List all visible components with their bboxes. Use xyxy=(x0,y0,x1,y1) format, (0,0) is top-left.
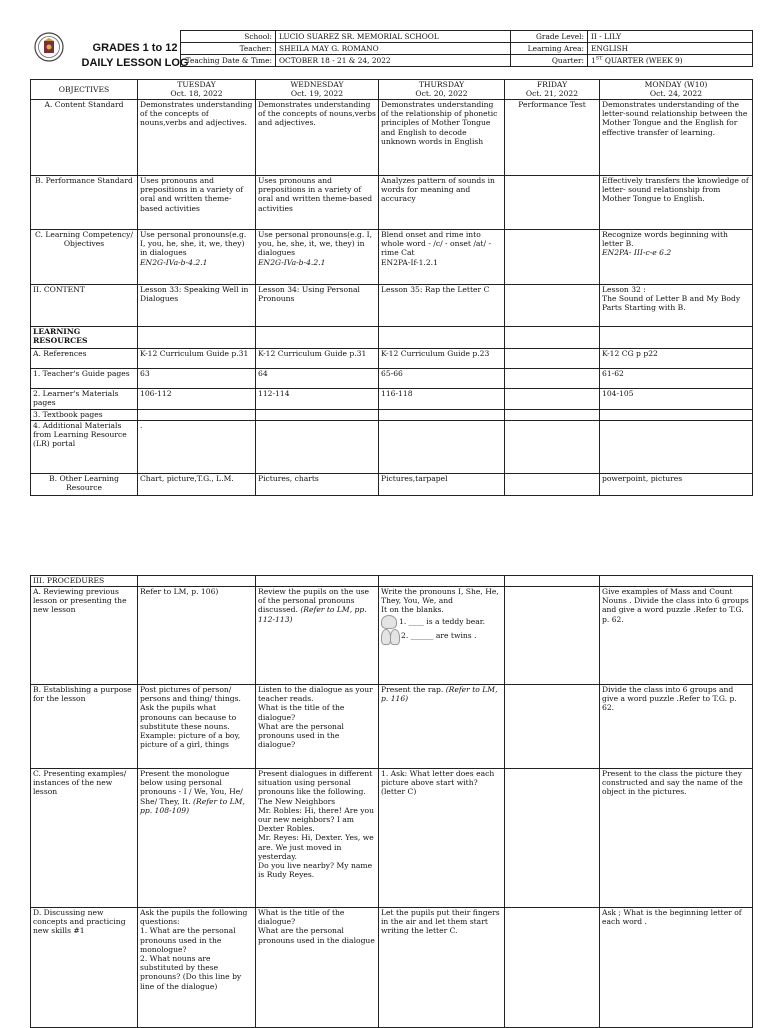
table-row xyxy=(31,474,753,496)
grade-label: Grade Level: xyxy=(511,31,588,43)
table-cell: Present to the class the picture they constructed and say the name of the object in the pictures. xyxy=(600,769,753,908)
day-date: Oct. 21, 2022 xyxy=(525,89,579,99)
table-row xyxy=(31,685,753,769)
cell-text: Present dialogues in different situation using personal pronouns like the following. xyxy=(258,769,373,797)
table-cell xyxy=(379,587,505,685)
dialogue-line: Do you live nearby? My name is Rudy Reyes. xyxy=(258,861,373,880)
table-cell: . xyxy=(138,421,256,474)
cell-text: Present the rap. xyxy=(381,685,444,694)
row-label: C. Presenting examples/ instances of the new lesson xyxy=(31,769,138,908)
table-cell xyxy=(505,576,600,587)
day-header-tuesday xyxy=(138,80,256,100)
table-cell xyxy=(138,410,256,421)
table-cell xyxy=(138,327,256,349)
table-cell: 112-114 xyxy=(256,389,379,410)
table-cell xyxy=(600,327,753,349)
table-cell xyxy=(379,327,505,349)
table-cell: 63 xyxy=(138,369,256,389)
table-cell xyxy=(138,230,256,285)
table-cell: Demonstrates understanding of the concepts of nouns,verbs and adjectives. xyxy=(138,100,256,176)
table-cell xyxy=(256,410,379,421)
exercise-item: 1. ____ is a teddy bear. xyxy=(381,615,502,629)
day-header-friday xyxy=(505,80,600,100)
row-label: B. Establishing a purpose for the lesson xyxy=(31,685,138,769)
table-cell xyxy=(505,285,600,327)
table-cell: Lesson 35: Rap the Letter C xyxy=(379,285,505,327)
table-row xyxy=(31,285,753,327)
table-cell xyxy=(256,908,379,1028)
table-cell xyxy=(505,230,600,285)
day-name: MONDAY (W10) xyxy=(644,80,708,89)
table-cell xyxy=(505,587,600,685)
table-cell xyxy=(256,230,379,285)
table-cell xyxy=(600,421,753,474)
table-cell: Ask ; What is the beginning letter of each word . xyxy=(600,908,753,1028)
table-cell xyxy=(505,769,600,908)
cell-text: Recognize words beginning with letter B. xyxy=(602,230,728,249)
teacher-label: Teacher: xyxy=(181,43,276,55)
cell-text: Lesson 32 : xyxy=(602,285,646,294)
cell-text: What are the personal pronouns used in the dialogue xyxy=(258,926,375,945)
cell-text: Ask the pupils the following questions: xyxy=(140,908,248,927)
table-cell xyxy=(138,576,256,587)
day-date: Oct. 18, 2022 xyxy=(170,89,223,99)
table-row xyxy=(31,908,753,1028)
day-name: FRIDAY xyxy=(536,80,568,89)
school-value: LUCIO SUAREZ SR. MEMORIAL SCHOOL xyxy=(276,31,511,43)
row-label: II. CONTENT xyxy=(31,285,138,327)
table-cell xyxy=(256,685,379,769)
table-row xyxy=(31,421,753,474)
dates-value: OCTOBER 18 - 21 & 24, 2022 xyxy=(276,55,511,67)
row-label: A. Content Standard xyxy=(31,100,138,176)
quarter-suffix: ST xyxy=(595,55,603,62)
cell-text: Present the monologue below using personal pronouns - I / We, You, He/ She/ They, It. xyxy=(140,769,243,806)
table-cell xyxy=(256,327,379,349)
cell-reference: (Refer to LM, pp. 108-109) xyxy=(140,796,245,815)
table-cell: Demonstrates understanding of the letter-sound relationship between the Mother Tongue and the English for effective transfer of learning. xyxy=(600,100,753,176)
table-row xyxy=(31,349,753,369)
day-name: THURSDAY xyxy=(418,80,465,89)
objectives-header: OBJECTIVES xyxy=(31,80,138,100)
table-cell xyxy=(505,421,600,474)
area-value: ENGLISH xyxy=(588,43,753,55)
objectives-table xyxy=(30,79,753,496)
day-date: Oct. 19, 2022 xyxy=(290,89,344,99)
competency-code: EN2G-IVa-b-4.2.1 xyxy=(258,257,326,267)
cell-text: 2. What nouns are substituted by these pronouns? (Do this line by line of the dialogue) xyxy=(140,954,242,991)
deped-seal-icon xyxy=(34,32,64,62)
table-cell xyxy=(600,230,753,285)
table-cell xyxy=(505,389,600,410)
dialogue-line: Mr. Reyes: Hi, Dexter. Yes, we are. We just moved in yesterday. xyxy=(258,833,374,861)
table-row xyxy=(31,369,753,389)
table-cell: Refer to LM, p. 106) xyxy=(138,587,256,685)
table-cell xyxy=(505,474,600,496)
cell-text: Use personal pronouns(e.g. I, you, he, she, it, we, they) in dialogues xyxy=(140,230,247,258)
table-cell xyxy=(600,410,753,421)
cell-text: The Sound of Letter B and My Body Parts Starting with B. xyxy=(602,294,741,313)
table-cell xyxy=(600,285,753,327)
cell-reference: (Refer to LM, pp. 112-113) xyxy=(258,605,367,624)
table-cell: Let the pupils put their fingers in the air and let them start writing the letter C. xyxy=(379,908,505,1028)
table-cell: K-12 CG p p22 xyxy=(600,349,753,369)
table-row xyxy=(31,576,753,587)
table-cell: powerpoint, pictures xyxy=(600,474,753,496)
table-cell: Post pictures of person/ persons and thing/ things. Ask the pupils what pronouns can because to substitute these nouns. Example: picture of a boy, picture of a girl, things xyxy=(138,685,256,769)
table-cell xyxy=(256,421,379,474)
table-cell xyxy=(138,769,256,908)
table-cell: Performance Test xyxy=(505,100,600,176)
row-label: B. Performance Standard xyxy=(31,176,138,230)
table-cell: K-12 Curriculum Guide p.23 xyxy=(379,349,505,369)
dates-label: Teaching Date & Time: xyxy=(181,55,276,67)
table-cell: Pictures, charts xyxy=(256,474,379,496)
quarter-label: Quarter: xyxy=(511,55,588,67)
table-cell xyxy=(256,769,379,908)
row-label: LEARNING RESOURCES xyxy=(31,327,138,349)
table-cell xyxy=(505,908,600,1028)
day-date: Oct. 24, 2022 xyxy=(649,89,703,99)
table-cell xyxy=(379,410,505,421)
quarter-number: 1 xyxy=(591,56,596,65)
table-cell: Lesson 34: Using Personal Pronouns xyxy=(256,285,379,327)
table-cell xyxy=(505,349,600,369)
table-row xyxy=(31,230,753,285)
day-header-wednesday xyxy=(256,80,379,100)
table-cell: 106-112 xyxy=(138,389,256,410)
table-cell xyxy=(379,230,505,285)
row-label: 3. Textbook pages xyxy=(31,410,138,421)
table-cell xyxy=(256,587,379,685)
header-info-table xyxy=(180,30,753,67)
cell-text: 1. What are the personal pronouns used in the monologue? xyxy=(140,926,236,954)
day-header-thursday xyxy=(379,80,505,100)
table-cell: 61-62 xyxy=(600,369,753,389)
table-row xyxy=(31,100,753,176)
table-cell: Pictures,tarpapel xyxy=(379,474,505,496)
cell-text: Listen to the dialogue as your teacher reads. xyxy=(258,685,373,704)
table-cell xyxy=(379,421,505,474)
row-label: 2. Learner's Materials pages xyxy=(31,389,138,410)
row-label: A. Reviewing previous lesson or presenting the new lesson xyxy=(31,587,138,685)
table-cell: Lesson 33: Speaking Well in Dialogues xyxy=(138,285,256,327)
dialogue-title: The New Neighbors xyxy=(258,796,336,806)
cell-text: Use personal pronouns(e.g. I, you, he, she, it, we, they) in dialogues xyxy=(258,230,373,258)
day-header-monday xyxy=(600,80,753,100)
row-label: C. Learning Competency/ Objectives xyxy=(31,230,138,285)
table-row xyxy=(31,327,753,349)
table-cell xyxy=(505,685,600,769)
cell-reference: (Refer to LM, p. 116) xyxy=(381,685,498,704)
table-cell: Demonstrates understanding of the relationship of phonetic principles of Mother Tongue and English to decode unknown words in English xyxy=(379,100,505,176)
teddy-bear-icon xyxy=(381,615,397,629)
row-label: 4. Additional Materials from Learning Resource (LR) portal xyxy=(31,421,138,474)
day-date: Oct. 20, 2022 xyxy=(415,89,468,99)
table-cell xyxy=(256,576,379,587)
table-cell: Chart, picture,T.G., L.M. xyxy=(138,474,256,496)
exercise-item: 2. ______ are twins . xyxy=(381,629,502,643)
area-label: Learning Area: xyxy=(511,43,588,55)
table-cell xyxy=(600,576,753,587)
procedures-table xyxy=(30,575,753,1028)
table-row xyxy=(31,389,753,410)
quarter-value xyxy=(588,55,753,67)
table-cell: K-12 Curriculum Guide p.31 xyxy=(138,349,256,369)
title-line-1: GRADES 1 to 12 xyxy=(92,42,178,54)
table-cell xyxy=(505,410,600,421)
table-row xyxy=(31,176,753,230)
cell-text: What is the title of the dialogue? xyxy=(258,908,345,927)
table-cell: 65-66 xyxy=(379,369,505,389)
table-cell: 104-105 xyxy=(600,389,753,410)
table-cell xyxy=(379,685,505,769)
row-label: A. References xyxy=(31,349,138,369)
day-name: TUESDAY xyxy=(177,80,216,89)
cell-text: What are the personal pronouns used in the dialogue? xyxy=(258,721,344,750)
table-cell: Uses pronouns and prepositions in a variety of oral and written theme-based activities xyxy=(256,176,379,230)
twins-icon xyxy=(381,629,399,643)
quarter-text: QUARTER (WEEK 9) xyxy=(602,56,683,65)
competency-code: EN2PA- III-c-e 6.2 xyxy=(602,248,672,258)
table-cell: 1. Ask: What letter does each picture above start with? (letter C) xyxy=(379,769,505,908)
dialogue-line: Mr. Robles: Hi, there! Are you our new neighbors? I am Dexter Robles. xyxy=(258,805,375,834)
table-row xyxy=(31,587,753,685)
table-cell: 64 xyxy=(256,369,379,389)
cell-text: Blend onset and rime into whole word - /c/ - onset /at/ - rime Cat xyxy=(381,230,492,258)
table-cell: Analyzes pattern of sounds in words for meaning and accuracy xyxy=(379,176,505,230)
table-row xyxy=(31,410,753,421)
competency-code: EN2PA-If-1.2.1 xyxy=(381,257,438,267)
table-cell: Demonstrates understanding of the concepts of nouns,verbs and adjectives. xyxy=(256,100,379,176)
row-label: B. Other Learning Resource xyxy=(31,474,138,496)
title-line-2: DAILY LESSON LOG xyxy=(81,57,189,69)
table-cell: Give examples of Mass and Count Nouns . Divide the class into 6 groups and give a word puzzle .Refer to T.G. p. 62. xyxy=(600,587,753,685)
procedures-header: III. PROCEDURES xyxy=(31,576,138,587)
table-cell xyxy=(505,327,600,349)
row-label: D. Discussing new concepts and practicing new skills #1 xyxy=(31,908,138,1028)
table-cell: 116-118 xyxy=(379,389,505,410)
grade-value: II - LILY xyxy=(588,31,753,43)
table-cell xyxy=(138,908,256,1028)
table-cell: Divide the class into 6 groups and give a word puzzle .Refer to T.G. p. 62. xyxy=(600,685,753,769)
table-row xyxy=(31,769,753,908)
competency-code: EN2G-IVa-b-4.2.1 xyxy=(140,257,208,267)
table-cell: Effectively transfers the knowledge of letter- sound relationship from Mother Tongue to English. xyxy=(600,176,753,230)
table-cell xyxy=(379,576,505,587)
cell-text: It on the blanks. xyxy=(381,605,444,615)
school-label: School: xyxy=(181,31,276,43)
row-label: 1. Teacher's Guide pages xyxy=(31,369,138,389)
table-cell: K-12 Curriculum Guide p.31 xyxy=(256,349,379,369)
cell-text: Write the pronouns I, She, He, They, You, We, and xyxy=(381,587,499,606)
day-name: WEDNESDAY xyxy=(290,80,344,89)
teacher-value: SHEILA MAY G. ROMANO xyxy=(276,43,511,55)
table-cell xyxy=(505,369,600,389)
table-cell: Uses pronouns and prepositions in a variety of oral and written theme-based activities xyxy=(138,176,256,230)
cell-text: Review the pupils on the use of the personal pronouns discussed. xyxy=(258,587,369,615)
cell-text: What is the title of the dialogue? xyxy=(258,703,345,722)
table-cell xyxy=(505,176,600,230)
